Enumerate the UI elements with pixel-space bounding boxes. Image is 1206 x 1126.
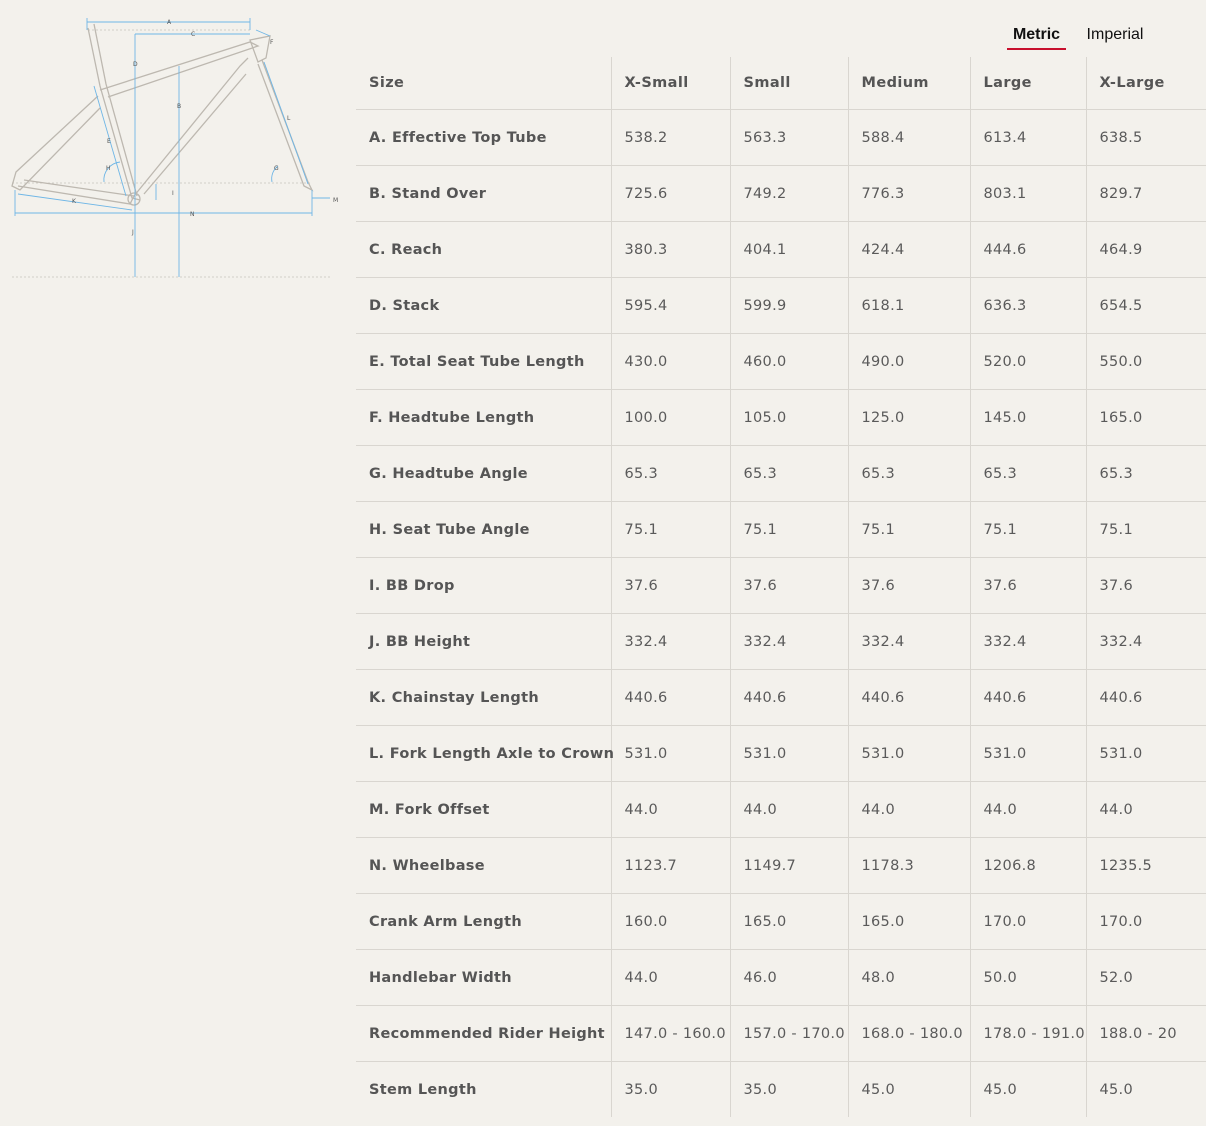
table-row	[356, 1006, 1206, 1062]
table-cell: 404.1	[730, 222, 848, 278]
table-cell: 145.0	[970, 390, 1086, 446]
table-cell: 46.0	[730, 950, 848, 1006]
column-header-size: Size	[356, 57, 611, 110]
table-body	[356, 110, 1206, 1118]
table-cell: 380.3	[611, 222, 730, 278]
row-label: K. Chainstay Length	[356, 670, 611, 726]
table-cell: 332.4	[848, 614, 970, 670]
table-cell: 599.9	[730, 278, 848, 334]
table-cell: 776.3	[848, 166, 970, 222]
table-cell: 332.4	[1086, 614, 1206, 670]
table-cell: 44.0	[611, 782, 730, 838]
table-cell: 725.6	[611, 166, 730, 222]
dim-label-j: J	[132, 229, 134, 236]
table-cell: 613.4	[970, 110, 1086, 166]
table-cell: 178.0 - 191.0	[970, 1006, 1086, 1062]
table-cell: 75.1	[970, 502, 1086, 558]
geometry-table	[356, 57, 1206, 1117]
row-label: C. Reach	[356, 222, 611, 278]
table-cell: 125.0	[848, 390, 970, 446]
table-cell: 65.3	[1086, 446, 1206, 502]
table-cell: 37.6	[611, 558, 730, 614]
table-row	[356, 614, 1206, 670]
table-cell: 170.0	[1086, 894, 1206, 950]
table-cell: 588.4	[848, 110, 970, 166]
dim-label-f: F	[270, 39, 274, 46]
table-row	[356, 726, 1206, 782]
dim-label-m: M	[333, 197, 339, 204]
table-cell: 332.4	[611, 614, 730, 670]
table-cell: 531.0	[848, 726, 970, 782]
table-cell: 531.0	[970, 726, 1086, 782]
table-cell: 37.6	[970, 558, 1086, 614]
table-cell: 65.3	[848, 446, 970, 502]
table-cell: 105.0	[730, 390, 848, 446]
table-cell: 531.0	[730, 726, 848, 782]
table-cell: 550.0	[1086, 334, 1206, 390]
row-label: N. Wheelbase	[356, 838, 611, 894]
table-cell: 188.0 - 20	[1086, 1006, 1206, 1062]
table-cell: 48.0	[848, 950, 970, 1006]
table-cell: 440.6	[730, 670, 848, 726]
table-cell: 65.3	[611, 446, 730, 502]
dim-label-d: D	[133, 61, 138, 68]
row-label: I. BB Drop	[356, 558, 611, 614]
tab-metric[interactable]: Metric	[1007, 24, 1066, 50]
table-cell: 44.0	[611, 950, 730, 1006]
table-row	[356, 166, 1206, 222]
table-cell: 1206.8	[970, 838, 1086, 894]
table-row	[356, 278, 1206, 334]
table-cell: 538.2	[611, 110, 730, 166]
table-row	[356, 1062, 1206, 1118]
table-cell: 638.5	[1086, 110, 1206, 166]
table-cell: 37.6	[730, 558, 848, 614]
table-cell: 45.0	[848, 1062, 970, 1118]
table-cell: 440.6	[848, 670, 970, 726]
table-cell: 44.0	[1086, 782, 1206, 838]
table-cell: 464.9	[1086, 222, 1206, 278]
row-label: E. Total Seat Tube Length	[356, 334, 611, 390]
row-label: L. Fork Length Axle to Crown	[356, 726, 611, 782]
row-label: H. Seat Tube Angle	[356, 502, 611, 558]
table-row	[356, 670, 1206, 726]
row-label: G. Headtube Angle	[356, 446, 611, 502]
row-label: Recommended Rider Height	[356, 1006, 611, 1062]
dim-label-h: H	[106, 165, 111, 172]
table-cell: 75.1	[611, 502, 730, 558]
table-row	[356, 110, 1206, 166]
row-label: D. Stack	[356, 278, 611, 334]
column-header-size-option: Large	[970, 57, 1086, 110]
table-cell: 1123.7	[611, 838, 730, 894]
dim-label-b: B	[177, 103, 182, 110]
table-cell: 165.0	[730, 894, 848, 950]
column-header-size-option: X-Large	[1086, 57, 1206, 110]
table-cell: 332.4	[970, 614, 1086, 670]
row-label: Stem Length	[369, 1081, 477, 1098]
table-cell: 147.0 - 160.0	[611, 1006, 730, 1062]
row-label: A. Effective Top Tube	[356, 110, 611, 166]
table-row	[356, 558, 1206, 614]
row-label: F. Headtube Length	[356, 390, 611, 446]
frame-outline	[12, 24, 312, 205]
table-row	[356, 446, 1206, 502]
table-cell: 44.0	[730, 782, 848, 838]
table-row	[356, 782, 1206, 838]
table-row	[356, 334, 1206, 390]
table-cell: 332.4	[730, 614, 848, 670]
dim-label-g: G	[274, 165, 279, 172]
row-label: B. Stand Over	[356, 166, 611, 222]
table-cell: 520.0	[970, 334, 1086, 390]
tab-imperial[interactable]: Imperial	[1086, 26, 1144, 43]
row-label: J. BB Height	[356, 614, 611, 670]
table-cell: 829.7	[1086, 166, 1206, 222]
table-cell: 490.0	[848, 334, 970, 390]
table-cell: 75.1	[1086, 502, 1206, 558]
table-row	[356, 502, 1206, 558]
row-label: Handlebar Width	[356, 950, 611, 1006]
table-cell: 65.3	[730, 446, 848, 502]
table-cell: 1149.7	[730, 838, 848, 894]
table-cell: 165.0	[848, 894, 970, 950]
table-cell: 165.0	[1086, 390, 1206, 446]
table-cell: 44.0	[848, 782, 970, 838]
table-cell: 1235.5	[1086, 838, 1206, 894]
table-cell: 636.3	[970, 278, 1086, 334]
table-cell: 37.6	[1086, 558, 1206, 614]
dim-label-l: L	[287, 115, 291, 122]
dim-label-a: A	[167, 19, 172, 26]
table-cell: 618.1	[848, 278, 970, 334]
dim-label-c: C	[191, 31, 196, 38]
table-cell: 531.0	[611, 726, 730, 782]
column-header-size-option: X-Small	[611, 57, 730, 110]
geometry-table-container	[356, 57, 1177, 1120]
dim-label-i: I	[172, 190, 174, 197]
table-cell: 75.1	[848, 502, 970, 558]
dim-label-n: N	[190, 211, 195, 218]
table-cell: 803.1	[970, 166, 1086, 222]
table-row	[356, 894, 1206, 950]
table-cell: 749.2	[730, 166, 848, 222]
row-label: Crank Arm Length	[356, 894, 611, 950]
table-cell: 160.0	[611, 894, 730, 950]
table-cell: 75.1	[730, 502, 848, 558]
dim-label-k: K	[72, 198, 76, 205]
table-cell: 440.6	[970, 670, 1086, 726]
table-cell: 424.4	[848, 222, 970, 278]
table-cell: 50.0	[970, 950, 1086, 1006]
table-row	[356, 838, 1206, 894]
table-row	[356, 222, 1206, 278]
table-cell: 44.0	[970, 782, 1086, 838]
table-cell: 35.0	[611, 1062, 730, 1118]
table-cell: 440.6	[1086, 670, 1206, 726]
table-cell: 460.0	[730, 334, 848, 390]
table-cell: 35.0	[730, 1062, 848, 1118]
table-cell: 170.0	[970, 894, 1086, 950]
frame-geometry-diagram	[0, 0, 340, 290]
column-header-size-option: Medium	[848, 57, 970, 110]
table-cell: 430.0	[611, 334, 730, 390]
table-row	[356, 950, 1206, 1006]
table-header-row	[356, 57, 1206, 110]
table-cell: 654.5	[1086, 278, 1206, 334]
table-cell: 157.0 - 170.0	[730, 1006, 848, 1062]
table-cell: 45.0	[970, 1062, 1086, 1118]
table-cell: 37.6	[848, 558, 970, 614]
table-row	[356, 390, 1206, 446]
column-header-size-option: Small	[730, 57, 848, 110]
table-cell: 444.6	[970, 222, 1086, 278]
table-cell: 100.0	[611, 390, 730, 446]
table-cell: 52.0	[1086, 950, 1206, 1006]
table-cell: 595.4	[611, 278, 730, 334]
table-cell: 440.6	[611, 670, 730, 726]
table-cell: 1178.3	[848, 838, 970, 894]
table-cell: 168.0 - 180.0	[848, 1006, 970, 1062]
table-cell: 563.3	[730, 110, 848, 166]
table-cell: 45.0	[1086, 1062, 1206, 1118]
table-cell: 531.0	[1086, 726, 1206, 782]
table-cell: 65.3	[970, 446, 1086, 502]
dim-label-e: E	[107, 138, 111, 145]
row-label: M. Fork Offset	[356, 782, 611, 838]
